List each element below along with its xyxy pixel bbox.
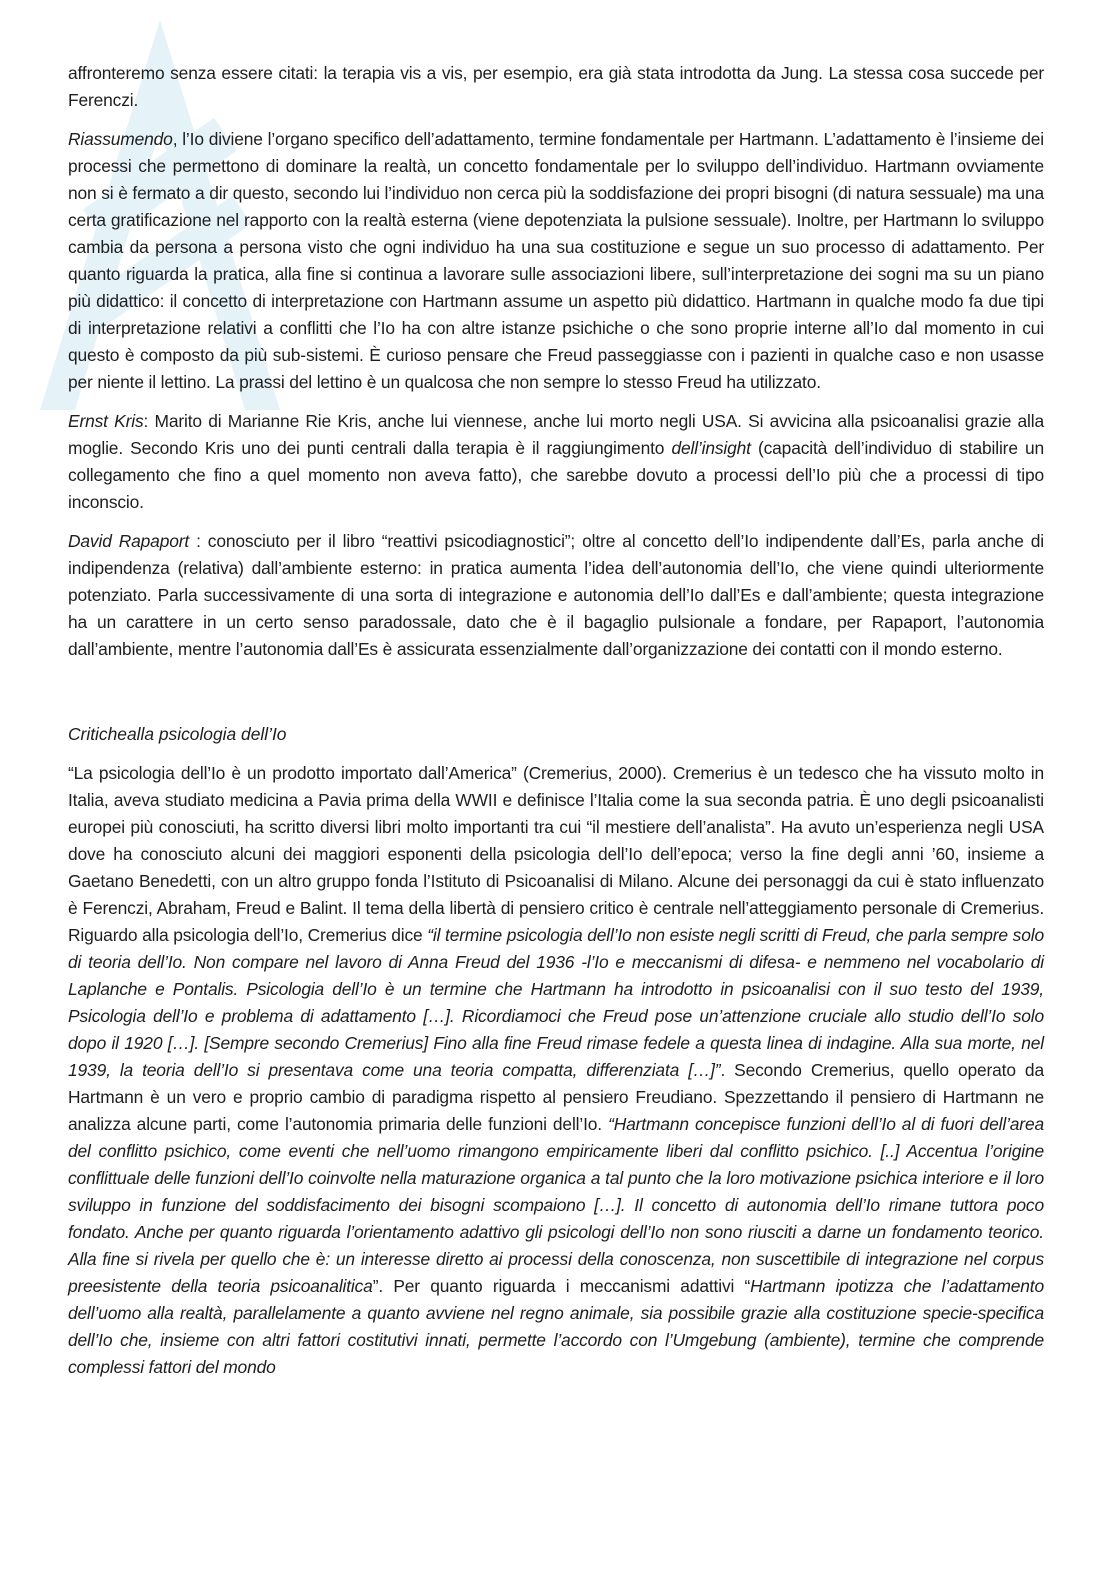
paragraph-riassumendo: Riassumendo, l’Io diviene l’organo specifico dell’adattamento, termine fondamentale per Hartmann. L’adattamento è l’insieme dei processi che permettono di dominare la realtà, un concetto fondamentale per lo sviluppo dell’individuo. Hartmann ovviamente non si è fermato a dir questo, secondo lui l’individuo non cerca più la soddisfazione dei propri bisogni (di natura sessuale) ma una certa gratificazione nel rapporto con la realtà esterna (viene depotenziata la pulsione sessuale). Inoltre, per Hartmann lo sviluppo cambia da persona a persona visto che ogni individuo ha una sua costituzione e segue un suo processo di adattamento. Per quanto riguarda la pratica, alla fine si continua a lavorare sulle associazioni libere, sull’interpretazione dei sogni ma su un piano più didattico: il concetto di interpretazione con Hartmann assume un aspetto più didattico. Hartmann in qualche modo fa due tipi di interpretazione relativi a conflitti che l’Io ha con altre istanze psichiche o che sono proprie interne all’Io dal momento in cui questo è composto da più sub-sistemi. È curioso pensare che Freud passeggiasse con i pazienti in qualche caso e non usasse per niente il lettino. La prassi del lettino è un qualcosa che non sempre lo stesso Freud ha utilizzato.	[68, 129, 1044, 392]
paragraph-lead: Ernst Kris	[68, 411, 144, 431]
paragraph-lead: Riassumendo	[68, 129, 173, 149]
paragraph-ernst-kris: Ernst Kris: Marito di Marianne Rie Kris, anche lui viennese, anche lui morto negli USA. Si avvicina alla psicoanalisi grazie alla moglie. Secondo Kris uno dei punti centrali dalla terapia è il raggiungimento dell’insight (capacità dell’individuo di stabilire un collegamento che fino a quel momento non aveva fatto), che sarebbe dovuto a processi dell’Io più che a processi di tipo inconscio.	[68, 411, 1045, 512]
paragraph-lead: David Rapaport	[68, 531, 190, 551]
document-page	[68, 60, 1044, 1393]
paragraph-david-rapaport: David Rapaport : conosciuto per il libro “reattivi psicodiagnostici”; oltre al concetto dell’Io indipendente dall’Es, parla anche di indipendenza (relativa) dall’ambiente esterno: in pratica aumenta l’idea dell’autonomia dell’Io, che viene quindi ulteriormente potenziato. Parla successivamente di una sorta di integrazione e autonomia dell’Io dall’Es e dall’ambiente; questa integrazione ha un carattere in un certo senso paradossale, dato che è il bagaglio pulsionale a fondare, per Rapaport, l’autonomia dall’ambiente, mentre l’autonomia dall’Es è assicurata essenzialmente dall’organizzazione dei contatti con il mondo esterno.	[68, 531, 1044, 659]
paragraph-1: affronteremo senza essere citati: la terapia vis a vis, per esempio, era già stata introdotta da Jung. La stessa cosa succede per Ferenczi.	[68, 63, 1044, 110]
paragraph-cremerius: “La psicologia dell’Io è un prodotto importato dall’America” (Cremerius, 2000). Cremerius è un tedesco che ha vissuto molto in Italia, aveva studiato medicina a Pavia prima della WWII e definisce l’Italia come la sua seconda patria. È uno degli psicoanalisti europei più conosciuti, ha scritto diversi libri molto importanti tra cui “il mestiere dell’analista”. Ha avuto un’esperienza negli USA dove ha conosciuto alcuni dei maggiori esponenti della psicologia dell’Io dell’epoca; verso la fine degli anni ’60, insieme a Gaetano Benedetti, con un altro gruppo fonda l’Istituto di Psicoanalisi di Milano. Alcune dei personaggi da cui è stato influenzato è Ferenczi, Abraham, Freud e Balint. Il tema della libertà di pensiero critico è centrale nell’atteggiamento personale di Cremerius. Riguardo alla psicologia dell’Io, Cremerius dice “il termine psicologia dell’Io non esiste negli scritti di Freud, che parla sempre solo di teoria dell’Io. Non compare nel lavoro di Anna Freud del 1936 -l’Io e meccanismi di difesa- e nemmeno nel vocabolario di Laplanche e Pontalis. Psicologia dell’Io è un termine che Hartmann ha introdotto in psicoanalisi con il suo testo del 1939, Psicologia dell’Io e problema di adattamento […]. Ricordiamoci che Freud pose un’attenzione cruciale allo studio dell’Io solo dopo il 1920 […]. [Sempre secondo Cremerius] Fino alla fine Freud rimase fedele a questa linea di indagine. Alla sua morte, nel 1939, la teoria dell’Io si presentava come una teoria compatta, differenziata […]”. Secondo Cremerius, quello operato da Hartmann è un vero e proprio cambio di paradigma rispetto al pensiero Freudiano. Spezzettando il pensiero di Hartmann ne analizza alcune parti, come l’autonomia primaria delle funzioni dell’Io. “Hartmann concepisce funzioni dell’Io al di fuori dell’area del conflitto psichico, come eventi che nell’uomo rimangono empiricamente liberi dal conflitto psichico. [..] Accentua l’origine conflittuale delle funzioni dell’Io coinvolte nella maturazione organica a tal punto che la loro motivazione psichica interiore e il loro sviluppo in funzione del soddisfacimento dei bisogni scompaiono […]. Il concetto di autonomia dell’Io rimane tuttora poco fondato. Anche per quanto riguarda l’orientamento adattivo gli psicologi dell’Io non sono riusciti a darne un fondamento teorico. Alla fine si rivela per quello che è: un interesse diretto ai processi della conoscenza, non suscettibile di integrazione nel corpus preesistente della teoria psicoanalitica”. Per quanto riguarda i meccanismi adattivi “Hartmann ipotizza che l’adattamento dell’uomo alla realtà, parallelamente a quanto avviene nel regno animale, sia possibile grazie alla costituzione specie-specifica dell’Io che, insieme con altri fattori costitutivi innati, permette l’accordo con l’Umgebung (ambiente), termine che comprende complessi fattori del mondo	[68, 763, 1044, 1377]
section-heading: Critichealla psicologia dell’Io	[68, 724, 287, 744]
